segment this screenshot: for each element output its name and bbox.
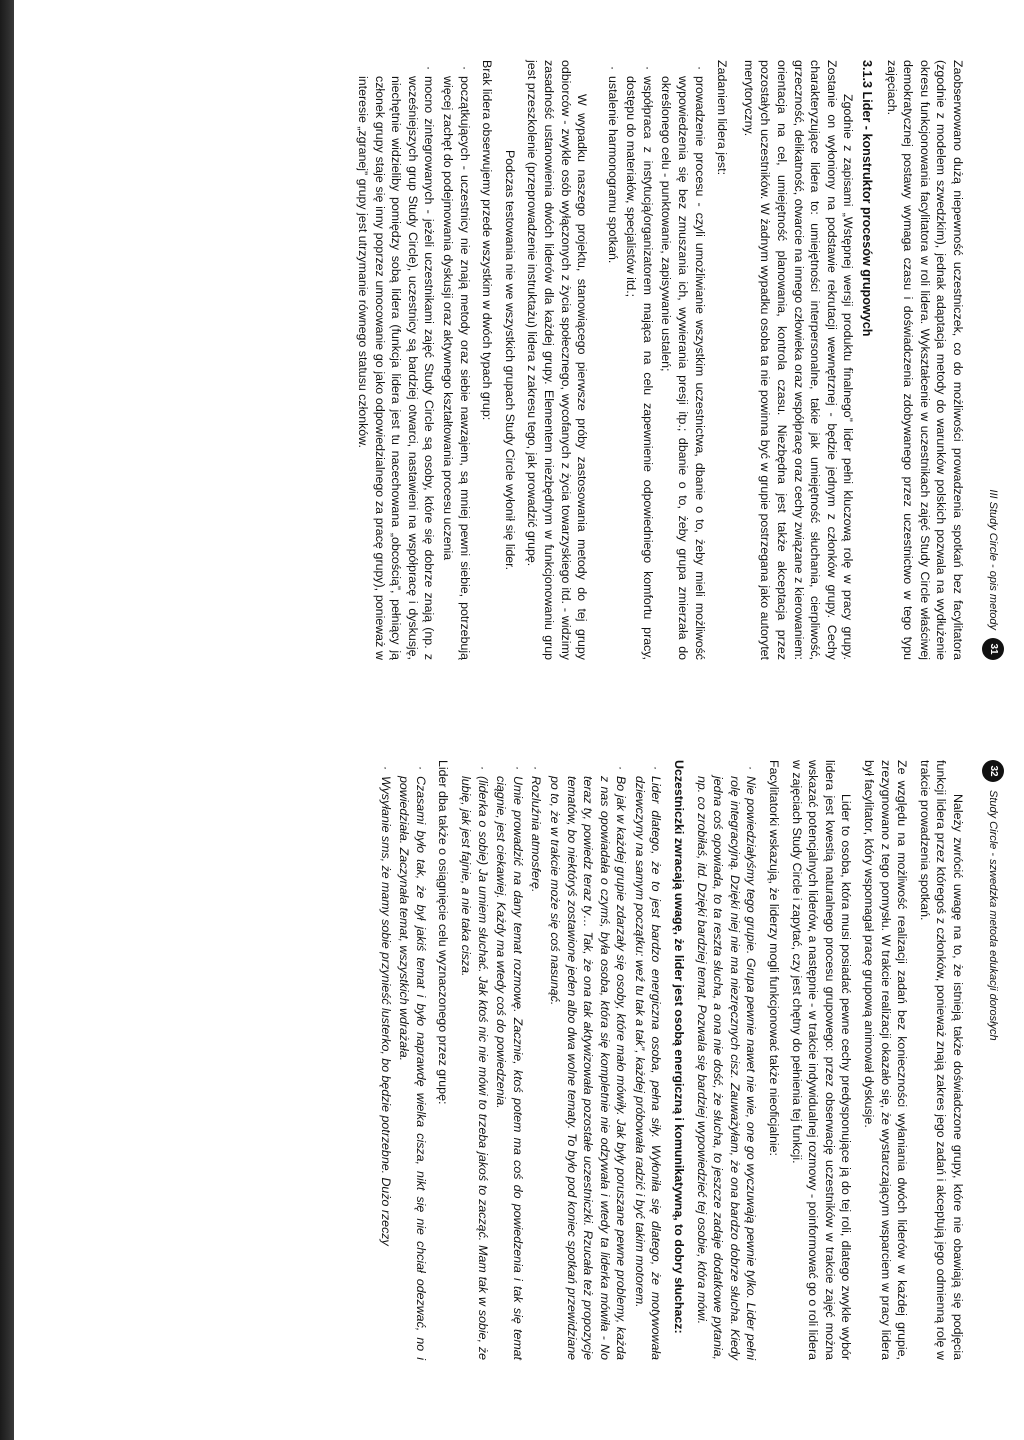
groups-list xyxy=(354,60,472,660)
paragraph: Podczas testowania nie we wszystkich grupach Study Circle wyłonił się lider. xyxy=(502,149,517,571)
right-page-header xyxy=(982,760,1004,1041)
list-item: · mocno zintegrowanych - jeżeli uczestnikami zajęć Study Circle są osoby, które się dobrze znają (np. z wcześniejszych grup Study Circle), uczestnicy są bardziej otwarci, nastawieni na współpracę i dyskusję, niechętnie widzieliby pomiędzy sobą lidera (funkcja lidera jest tu nacechowana „obcością”, pełniący ją członek grupy staje się inny poprzez umocowanie go jako odpowiedzialnego za pracę grupy), ponieważ w interesie „zgranej” grupy jest utrzymanie równego statusu członków. xyxy=(354,76,437,660)
running-title: Study Circle - szwedzka metoda edukacji dorosłych xyxy=(987,790,1000,1041)
running-title: III Study Circle - opis metody xyxy=(987,489,1000,630)
paragraph: Facylitatorki wskazują, że liderzy mogli funkcjonować także nieoficjalnie: xyxy=(767,760,782,1156)
paragraph: Uczestniczki zwracają uwagę, że lider jest osobą energiczną i komunikatywną, to dobry słuchacz: xyxy=(672,760,687,1334)
list-item: · ustalenie harmonogramu spotkań. xyxy=(604,76,621,660)
paragraph: Brak lidera obserwujemy przede wszystkim w dwóch typach grup: xyxy=(480,60,495,421)
paragraph: Należy zwrócić uwagę na to, że istnieją także doświadczone grupy, które nie obawiają się podjęcia funkcji lidera przez któregoś z członków, ponieważ znają zakres jego zadań i akceptują jego odmienną rolę w trakcie prowadzenia spotkań. xyxy=(917,760,965,1360)
left-page-header xyxy=(982,489,1004,660)
list-item: · współpraca z instytucją/organizatorem mająca na celu zapewnienie odpowiedniego komfortu pracy, dostępu do materiałów, specjalistów itd.; xyxy=(623,76,656,660)
tasks-intro: Zadaniem lidera jest: xyxy=(715,60,730,176)
list-item: · początkujących - uczestnicy nie znają metody oraz siebie nawzajem, są mniej pewni siebie, potrzebują więcej zachęt do podejmowania dyskusji oraz aktywnego kształtowania procesu uczenia xyxy=(439,76,472,660)
paragraph: W wypadku naszego projektu, stanowiącego pierwsze próby zastosowania metody do tej grupy odbiorców - zwykle osób wyłączonych z życia społecznego, wycofanych z życia towarzyskiego itd. - widzimy zasadność ustanowienia dwóch liderów dla każdej grupy. Elementem niezbędnym w funkcjonowaniu grup jest przeszkolenie (przeprowadzenie instruktażu) lidera z zakresu tego, jak prowadzić grupę. xyxy=(525,60,590,660)
right-page xyxy=(66,760,1000,1360)
quote: · Nie powiedziałyśmy tego grupie. Grupa pewnie nawet nie wie, one go wyczuwają pewnie tylko. Lider pełni rolę integracyjną. Dzięki niej nie ma niezręcznych cisz. Zauważyłam, że ona bardzo dobrze słucha. Kiedy jedna coś opowiada, to ta reszta słucha, a ona nie dość, że słucha, to jeszcze zadaje dodatkowe pytania, np. co zrobiłaś, itd. Dzięki bardziej temat. Pozwala się bardziej wypowiedzieć tej osobie, która mówi. xyxy=(693,776,759,1360)
quote: · Czasami było tak, że był jakiś temat i było naprawdę wielka cisza, nikt się nie chciał odezwać, no i powiedziała. Zaczynała temat, wszystkich wdrażała. xyxy=(396,776,429,1360)
quote: · Bo jak w każdej grupie zdarzały się osoby, które mało mówiły. Jak były poruszane pewne problemy, każda z nas opowiadała o czymś, była osoba, która się kompletnie nie odzywała i wtedy ta liderka mówiła - No teraz ty, powiedz teraz ty… Tak, że ona tak aktywizowała pozostałe uczestniczki. Rzucała też propozycje tematów, bo niektóryś zostawione jeden albo dwa wolne tematy. To było pod koniec spotkań przewidziane po to, że w trakcie może się coś nasunąć. xyxy=(546,776,629,1360)
quote: · (liderka o sobie) Ja umiem słuchać. Jak ktoś nic nie mówi to trzeba jakoś to zacząć. Mam tak w sobie, że lubię, jak jest fajnie, a nie taka cisza. xyxy=(457,776,490,1360)
quote-list xyxy=(457,760,664,1360)
quote: · Rozluźnia atmosferę. xyxy=(528,776,545,1360)
quote: · Umie prowadzić na dany temat rozmowę. Zacznie, ktoś potem ma coś do powiedzenia i tak się temat ciągnie, jest ciekawiej. Każdy ma wtedy coś do powiedzenia. xyxy=(493,776,526,1360)
paragraph: Zaobserwowano dużą niepewność uczestniczek, co do możliwości prowadzenia spotkań bez facylitatora (zgodnie z modelem szwedzkim), jednak adaptacja metody do warunków polskich pozwala na wydłużenie okresu funkcjonowania facylitatora w roli lidera. Wykształcenie w uczestnikach zajęć Study Circle właściwej demokratycznej postawy wymaga czasu i doświadczenia zdobywanego przez uczestnictwo w tego typu zajęciach. xyxy=(884,60,965,660)
quote: · Lider dlatego, że to jest bardzo energiczna osoba, pełna siły. Wyłoniła się dlatego, że motywowała dziewczyny na samym początku: weź tu tak a tak”, każdej próbowała radzić i być takim motorem. xyxy=(631,776,664,1360)
quote-list xyxy=(693,760,759,1360)
quote-list xyxy=(377,760,429,1360)
left-page xyxy=(66,60,1000,660)
page-number: 32 xyxy=(982,760,1004,782)
paragraph: Zgodnie z zapisami „Wstępnej wersji produktu finalnego” lider pełni kluczową rolę w pracy grupy. Zostanie on wyłoniony na podstawie rekrutacji wewnętrznej - będzie jednym z członków grupy. Cechy charakteryzujące lidera to: umiejętności interpersonalne, takie jak umiejętność słuchania, cierpliwość, grzeczność, delikatność, otwarcie na innego człowieka oraz współpracę oraz cechy związane z kierowaniem: orientacja na cel, umiejętność planowania, kontrola czasu. Niezbędna jest także akceptacja przez pozostałych uczestników. W żadnym wypadku osoba ta nie powinna być w grupie postrzegana jako autorytet merytoryczny. xyxy=(741,60,856,660)
section-heading: 3.1.3 Lider - konstruktor procesów grupowych xyxy=(860,60,875,337)
tasks-list xyxy=(604,60,708,660)
page-number: 31 xyxy=(982,638,1004,660)
paragraph: Lider to osoba, która musi posiadać pewne cechy predysponujące ją do tej roli, dlatego zwykle wybór lidera jest kwestią naturalnego procesu grupowego: przez obserwację uczestników w trakcie zajęć można wskazać potencjalnych liderów, a następnie - w trakcie indywidualnej rozmowy - poinformować go o roli lidera w zajęciach Study Circle i zapytać, czy jest chętny do pełnienia tej funkcji. xyxy=(789,760,854,1360)
list-item: · prowadzenie procesu - czyli umożliwianie wszystkim uczestnictwa, dbanie o to, żeby mieli możliwość wypowiedzenia się bez zmuszania ich, wywierania presji itp.; dbanie o to, żeby grupa zmierzała do określonego celu - punktowanie, zapisywanie ustaleń; xyxy=(658,76,708,660)
paragraph: Lider dba także o osiągnięcie celu wyznaczonego przez grupę: xyxy=(436,760,451,1105)
paragraph: Ze względu na możliwość realizacji zadań bez konieczności wyłaniania dwóch liderów w każdej grupie, zrezygnowano z tego pomysłu. W trakcie realizacji okazało się, że wystarczającym wsparciem w pracy lidera był facylitator, który wspomagał pracę grupową animował dyskusje. xyxy=(862,760,910,1360)
quote: · Wysyłanie sms, że mamy sobie przynieść lusterko, bo będzie potrzebne. Dużo rzeczy xyxy=(377,776,394,1360)
